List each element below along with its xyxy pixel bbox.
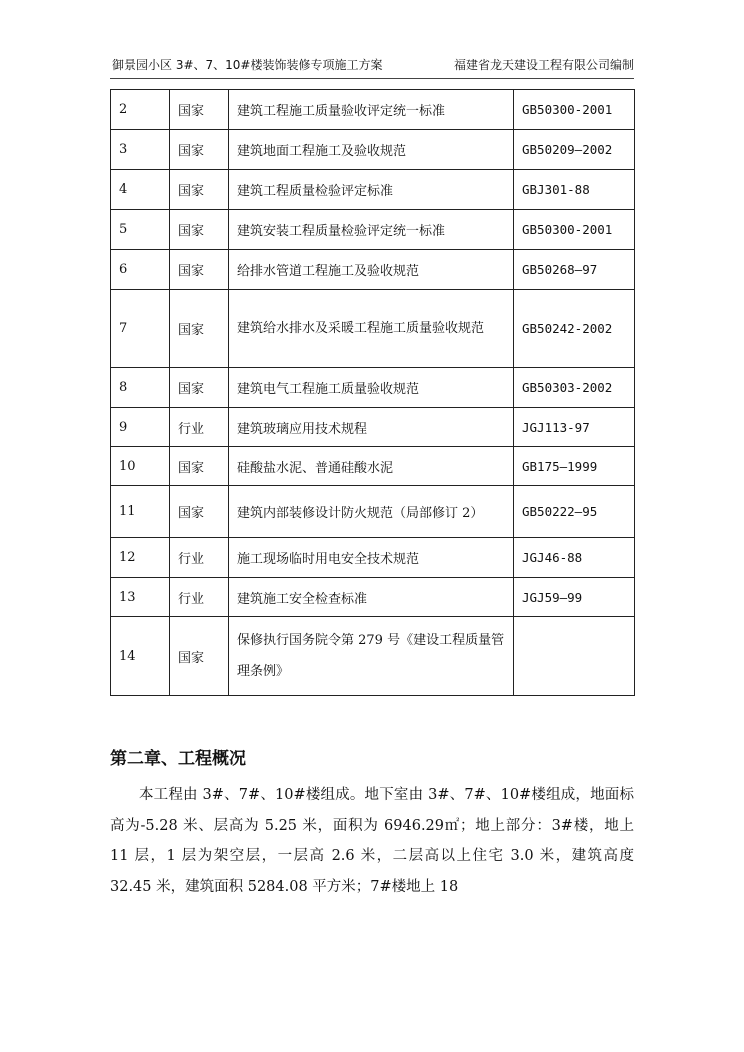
row-number: 12 bbox=[111, 538, 170, 578]
standard-level: 国家 bbox=[170, 130, 229, 170]
table-row bbox=[111, 447, 635, 486]
overview-paragraph: 本工程由 3#、7#、10#楼组成。地下室由 3#、7#、10#楼组成，地面标高为-5.28 米、层高为 5.25 米，面积为 6946.29㎡；地上部分：3#楼，地上 11 层，1 层为架空层，一层高 2.6 米，二层高以上住宅 3.0 米，建筑高度 32.45 米，建筑面积 5284.08 平方米；7#楼地上 18 bbox=[110, 787, 634, 895]
table-row bbox=[111, 90, 635, 130]
standard-name: 建筑玻璃应用技术规程 bbox=[229, 408, 514, 447]
chapter-heading: 第二章、工程概况 bbox=[110, 749, 246, 769]
standard-name: 硅酸盐水泥、普通硅酸水泥 bbox=[229, 447, 514, 486]
row-number: 6 bbox=[111, 250, 170, 290]
standard-name: 给排水管道工程施工及验收规范 bbox=[229, 250, 514, 290]
standard-code: GB50242-2002 bbox=[514, 290, 635, 368]
table-row bbox=[111, 578, 635, 617]
standard-code: JGJ59—99 bbox=[514, 578, 635, 617]
standard-code: GB50268—97 bbox=[514, 250, 635, 290]
header-divider bbox=[110, 78, 634, 79]
table-row bbox=[111, 617, 635, 696]
table-row bbox=[111, 290, 635, 368]
standard-level: 国家 bbox=[170, 617, 229, 696]
standards-table bbox=[110, 89, 635, 696]
table-row bbox=[111, 538, 635, 578]
row-number: 8 bbox=[111, 368, 170, 408]
table-row bbox=[111, 170, 635, 210]
header-company-name: 福建省龙天建设工程有限公司编制 bbox=[453, 58, 634, 72]
row-number: 10 bbox=[111, 447, 170, 486]
project-overview bbox=[110, 780, 634, 902]
page-header bbox=[112, 56, 634, 74]
standard-code: GB175—1999 bbox=[514, 447, 635, 486]
standard-level: 国家 bbox=[170, 210, 229, 250]
standard-level: 国家 bbox=[170, 290, 229, 368]
standard-code: GB50209—2002 bbox=[514, 130, 635, 170]
row-number: 4 bbox=[111, 170, 170, 210]
standard-level: 国家 bbox=[170, 90, 229, 130]
table-row bbox=[111, 486, 635, 538]
standard-level: 国家 bbox=[170, 368, 229, 408]
standard-code: JGJ46-88 bbox=[514, 538, 635, 578]
row-number: 3 bbox=[111, 130, 170, 170]
standard-name: 建筑工程施工质量验收评定统一标准 bbox=[229, 90, 514, 130]
row-number: 9 bbox=[111, 408, 170, 447]
standard-level: 国家 bbox=[170, 447, 229, 486]
standard-name: 建筑电气工程施工质量验收规范 bbox=[229, 368, 514, 408]
standard-level: 国家 bbox=[170, 170, 229, 210]
standard-name: 建筑地面工程施工及验收规范 bbox=[229, 130, 514, 170]
standard-code: GB50300-2001 bbox=[514, 90, 635, 130]
standard-name: 建筑工程质量检验评定标准 bbox=[229, 170, 514, 210]
standard-code: GB50222—95 bbox=[514, 486, 635, 538]
standard-level: 行业 bbox=[170, 578, 229, 617]
standard-code bbox=[514, 617, 635, 696]
standard-code: GB50300-2001 bbox=[514, 210, 635, 250]
row-number: 11 bbox=[111, 486, 170, 538]
row-number: 2 bbox=[111, 90, 170, 130]
standard-name: 建筑安装工程质量检验评定统一标准 bbox=[229, 210, 514, 250]
standard-level: 行业 bbox=[170, 538, 229, 578]
standard-code: GBJ301-88 bbox=[514, 170, 635, 210]
standard-name: 建筑内部装修设计防火规范（局部修订 2） bbox=[229, 486, 514, 538]
table-row bbox=[111, 368, 635, 408]
row-number: 5 bbox=[111, 210, 170, 250]
standard-level: 行业 bbox=[170, 408, 229, 447]
standard-name: 保修执行国务院令第 279 号《建设工程质量管理条例》 bbox=[229, 617, 514, 696]
standard-name: 建筑给水排水及采暖工程施工质量验收规范 bbox=[229, 290, 514, 368]
standard-code: GB50303-2002 bbox=[514, 368, 635, 408]
table-row bbox=[111, 408, 635, 447]
standard-level: 国家 bbox=[170, 250, 229, 290]
table-row bbox=[111, 130, 635, 170]
standard-code: JGJ113-97 bbox=[514, 408, 635, 447]
table-row bbox=[111, 250, 635, 290]
row-number: 7 bbox=[111, 290, 170, 368]
row-number: 13 bbox=[111, 578, 170, 617]
standard-name: 施工现场临时用电安全技术规范 bbox=[229, 538, 514, 578]
row-number: 14 bbox=[111, 617, 170, 696]
standard-name: 建筑施工安全检查标准 bbox=[229, 578, 514, 617]
standard-level: 国家 bbox=[170, 486, 229, 538]
table-row bbox=[111, 210, 635, 250]
header-document-title: 御景园小区 3#、7、10#楼装饰装修专项施工方案 bbox=[112, 58, 383, 72]
